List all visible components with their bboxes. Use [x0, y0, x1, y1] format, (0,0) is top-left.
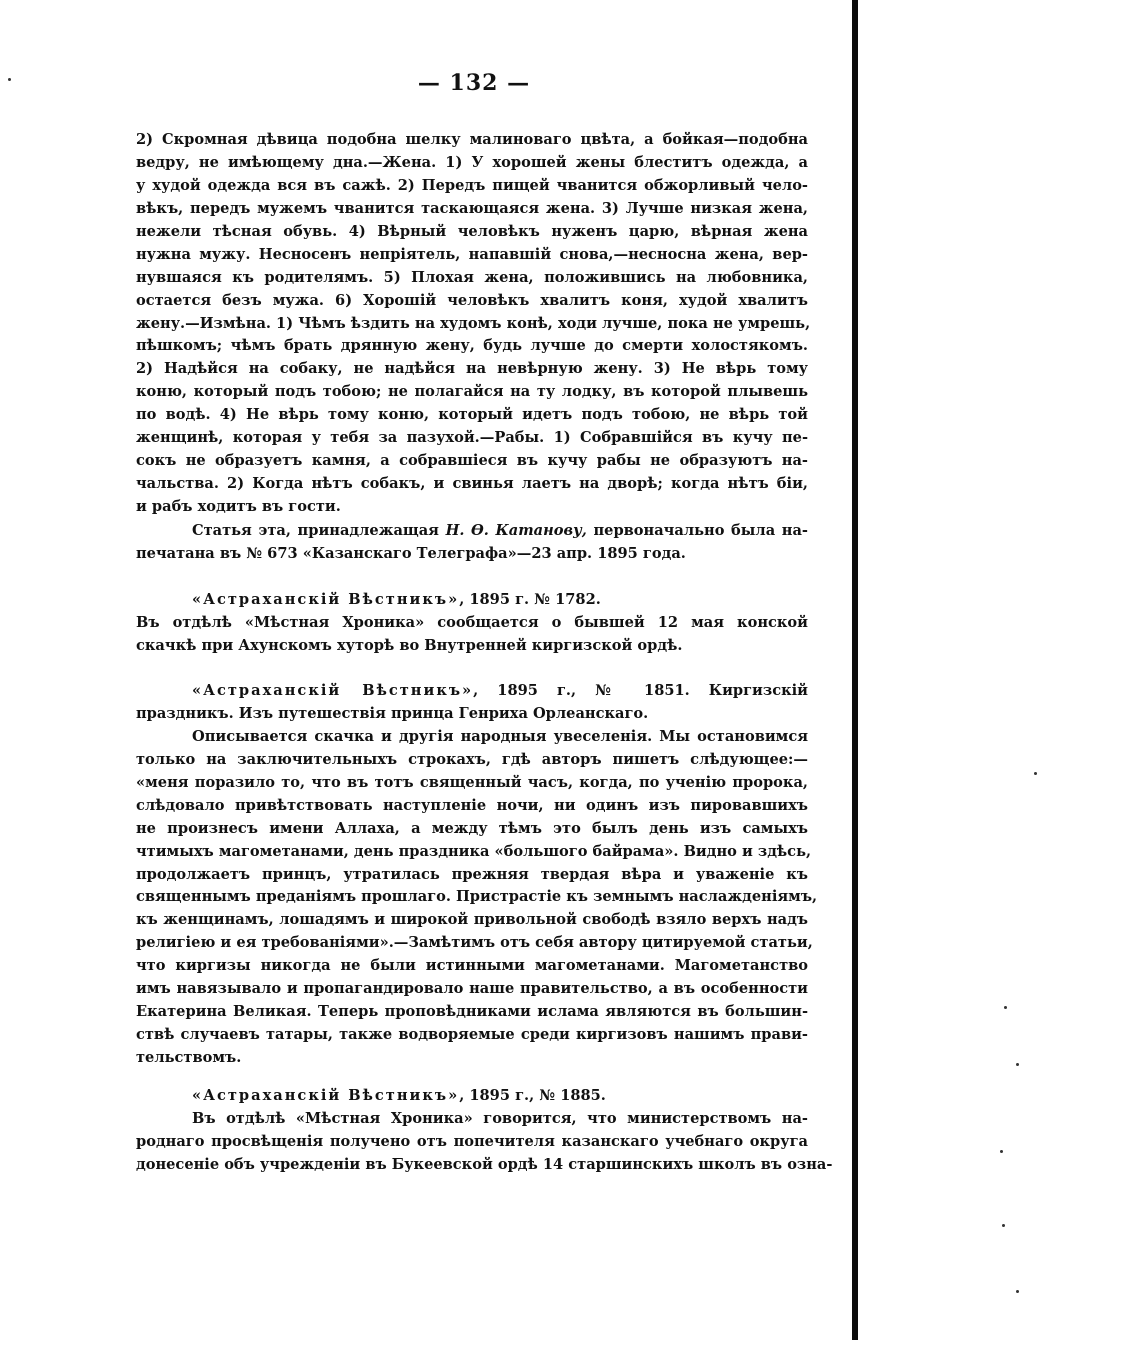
scan-speck — [1034, 772, 1037, 775]
proverbs-paragraph — [136, 129, 811, 519]
issue-info: , 1895 г. № 1782. — [459, 591, 601, 608]
scan-speck — [1016, 1063, 1019, 1066]
text-line: 2) Скромная дѣвица подобна шелку малиноваго цвѣта, а бойкая—подобна — [136, 131, 808, 148]
entry-heading — [136, 680, 808, 703]
author-name: Н. Ѳ. Катанову, — [445, 522, 587, 539]
text-line: сокъ не образуетъ камня, а собравшіеся въ кучу рабы не образуютъ на- — [136, 452, 808, 470]
entry-body — [136, 1108, 833, 1177]
text-line: донесеніе объ учрежденіи въ Букеевской ордѣ 14 старшинскихъ школъ въ озна- — [136, 1155, 833, 1173]
text-line: религіею и ея требованіями».—Замѣтимъ отъ себя автору цитируемой статьи, — [136, 934, 813, 952]
note-text: первоначально была на- — [586, 522, 808, 539]
text-line: только на заключительныхъ строкахъ, гдѣ авторъ пишетъ слѣдующее:— — [136, 750, 808, 768]
entry-body — [136, 612, 808, 658]
text-line: Екатерина Великая. Теперь проповѣдниками ислама являются въ большин- — [136, 1003, 808, 1021]
text-line — [136, 520, 808, 543]
text-line: печатана въ № 673 «Казанскаго Телеграфа»—23 апр. 1895 года. — [136, 544, 686, 562]
scan-speck — [1004, 1006, 1007, 1009]
text-line: Въ отдѣлѣ «Мѣстная Хроника» сообщается о бывшей 12 мая конской — [136, 613, 808, 631]
text-line: ствѣ случаевъ татары, также водворяемые среди киргизовъ нашимъ прави- — [136, 1026, 808, 1044]
entry-3 — [136, 1085, 833, 1177]
note-paragraph — [136, 520, 808, 566]
entry-subtitle: праздникъ. Изъ путешествія принца Генриха Орлеанскаго. — [136, 704, 649, 722]
text-line: что киргизы никогда не были истинными магометанами. Магометанство — [136, 957, 808, 975]
source-title: «Астраханскій Вѣстникъ» — [192, 591, 460, 608]
text-line: къ женщинамъ, лошадямъ и широкой привольной свободѣ взяло верхъ надъ — [136, 911, 808, 929]
text-line: нежели тѣсная обувь. 4) Вѣрный человѣкъ нуженъ царю, вѣрная жена — [136, 222, 808, 240]
source-title: «Астраханскій Вѣстникъ» — [192, 1087, 460, 1104]
page-edge-rule — [852, 0, 858, 1340]
text-line: нужна мужу. Несносенъ непріятель, напавшій снова,—несносна жена, вер- — [136, 245, 808, 263]
text-line: чтимыхъ магометанами, день праздника «большого байрама». Видно и здѣсь, — [136, 842, 812, 860]
text-line: имъ навязывало и пропагандировало наше правительство, а въ особенности — [136, 980, 808, 998]
text-line: слѣдовало привѣтствовать наступленіе ночи, ни одинъ изъ пировавшихъ — [136, 796, 808, 814]
note-text: Статья эта, принадлежащая — [192, 522, 446, 539]
text-line: Описывается скачка и другія народныя увеселенія. Мы остановимся — [192, 727, 808, 745]
source-title: «Астраханскій Вѣстникъ» — [192, 682, 474, 699]
scan-speck — [8, 78, 11, 81]
text-line: по водѣ. 4) Не вѣрь тому коню, который идетъ подъ тобою, не вѣрь той — [136, 406, 808, 424]
entry-body — [136, 726, 818, 1070]
scan-speck — [1016, 1290, 1019, 1293]
text-line: Въ отдѣлѣ «Мѣстная Хроника» говорится, что министерствомъ на- — [192, 1109, 808, 1127]
text-line: священнымъ преданіямъ прошлаго. Пристрастіе къ земнымъ наслажденіямъ, — [136, 888, 818, 906]
scan-speck — [1002, 1224, 1005, 1227]
text-line: женщинѣ, которая у тебя за пазухой.—Рабы. 1) Собравшійся въ кучу пе- — [136, 429, 808, 447]
text-line: коню, который подъ тобою; не полагайся на ту лодку, въ которой плывешь — [136, 383, 808, 401]
text-line: «меня поразило то, что въ тотъ священный часъ, когда, по ученію пророка, — [136, 773, 808, 791]
text-line: и рабъ ходитъ въ гости. — [136, 498, 341, 515]
text-line: пѣшкомъ; чѣмъ брать дрянную жену, будь лучше до смерти холостякомъ. — [136, 337, 808, 355]
scan-speck — [1000, 1150, 1003, 1153]
entry-heading — [136, 589, 808, 612]
text-line: роднаго просвѣщенія получено отъ попечителя казанскаго учебнаго округа — [136, 1132, 808, 1150]
text-line: вѣкъ, передъ мужемъ чванится таскающаяся жена. 3) Лучше низкая жена, — [136, 199, 808, 217]
text-line: продолжаетъ принцъ, утратилась прежняя твердая вѣра и уваженіе къ — [136, 865, 808, 883]
text-line: нувшаяся къ родителямъ. 5) Плохая жена, положившись на любовника, — [136, 268, 808, 286]
issue-info: , 1895 г., № 1885. — [459, 1087, 606, 1104]
entry-1 — [136, 589, 808, 658]
text-line: ведру, не имѣющему дна.—Жена. 1) У хорошей жены блеститъ одежда, а — [136, 153, 808, 171]
text-line: не произнесъ имени Аллаха, а между тѣмъ это былъ день изъ самыхъ — [136, 819, 808, 837]
text-line: остается безъ мужа. 6) Хорошій человѣкъ хвалитъ коня, худой хвалитъ — [136, 291, 808, 309]
text-line: чальства. 2) Когда нѣтъ собакъ, и свинья лаетъ на дворѣ; когда нѣтъ біи, — [136, 475, 808, 493]
text-line: жену.—Измѣна. 1) Чѣмъ ѣздить на худомъ конѣ, ходи лучше, пока не умрешь, — [136, 314, 811, 332]
text-line: скачкѣ при Ахунскомъ хуторѣ во Внутренней киргизской ордѣ. — [136, 636, 683, 654]
entry-2 — [136, 680, 818, 1070]
entry-heading — [136, 1085, 808, 1108]
text-line: у худой одежда вся въ сажѣ. 2) Передъ пищей чванится обжорливый чело- — [136, 176, 808, 194]
page-number: — 132 — — [417, 70, 531, 96]
issue-info: , 1895 г., № 1851. Киргизскій — [473, 682, 808, 699]
text-line: 2) Надѣйся на собаку, не надѣйся на невѣрную жену. 3) Не вѣрь тому — [136, 360, 808, 378]
text-line: тельствомъ. — [136, 1049, 242, 1066]
